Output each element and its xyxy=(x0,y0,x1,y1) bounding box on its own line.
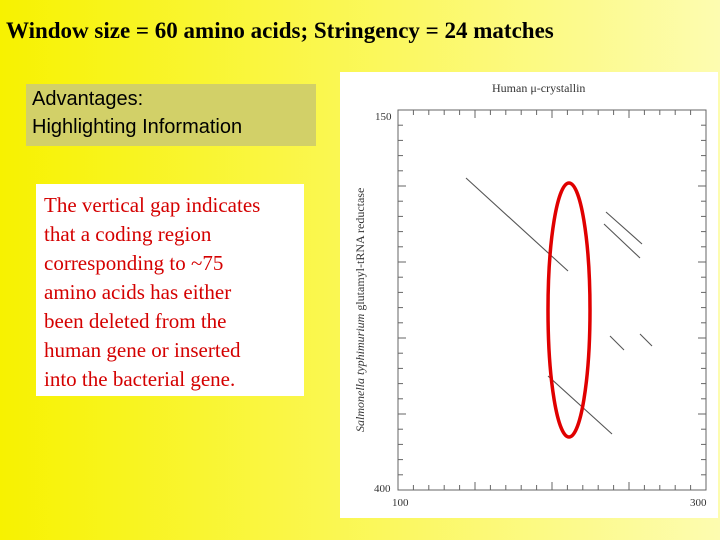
note-line: that a coding region xyxy=(44,222,212,246)
slide-title: Window size = 60 amino acids; Stringency = 24 matches xyxy=(6,18,554,43)
y-tick-label-end: 400 xyxy=(374,483,391,495)
y-axis-label-italic: Salmonella typhimurium xyxy=(353,313,367,432)
advantages-subheading: Highlighting Information xyxy=(32,116,243,138)
gap-highlight-ellipse xyxy=(548,183,590,437)
advantages-box xyxy=(26,84,316,146)
y-tick-label-start: 150 xyxy=(375,111,392,123)
note-line: amino acids has either xyxy=(44,280,232,304)
advantages-heading: Advantages: xyxy=(32,88,144,110)
match-diagonal xyxy=(604,224,640,258)
y-axis-label xyxy=(353,188,367,432)
match-diagonal xyxy=(606,212,642,244)
match-diagonal xyxy=(640,334,652,346)
match-diagonal xyxy=(610,336,624,350)
note-line: human gene or inserted xyxy=(44,338,241,362)
note-line: The vertical gap indicates xyxy=(44,193,261,217)
match-diagonals xyxy=(466,178,652,434)
dot-plot-figure xyxy=(340,72,718,518)
y-axis-label-rest: glutamyl-tRNA reductase xyxy=(353,187,367,311)
note-line: into the bacterial gene. xyxy=(44,367,236,391)
match-diagonal xyxy=(548,376,612,434)
x-axis-label: Human μ-crystallin xyxy=(492,81,586,95)
x-tick-label-start: 100 xyxy=(392,497,409,509)
note-line: corresponding to ~75 xyxy=(44,251,224,275)
x-tick-label-end: 300 xyxy=(690,497,707,509)
explanation-note xyxy=(36,184,304,396)
dot-plot-svg xyxy=(340,72,718,518)
plot-frame xyxy=(398,110,706,490)
note-line: been deleted from the xyxy=(44,309,227,333)
axis-ticks xyxy=(398,110,706,490)
